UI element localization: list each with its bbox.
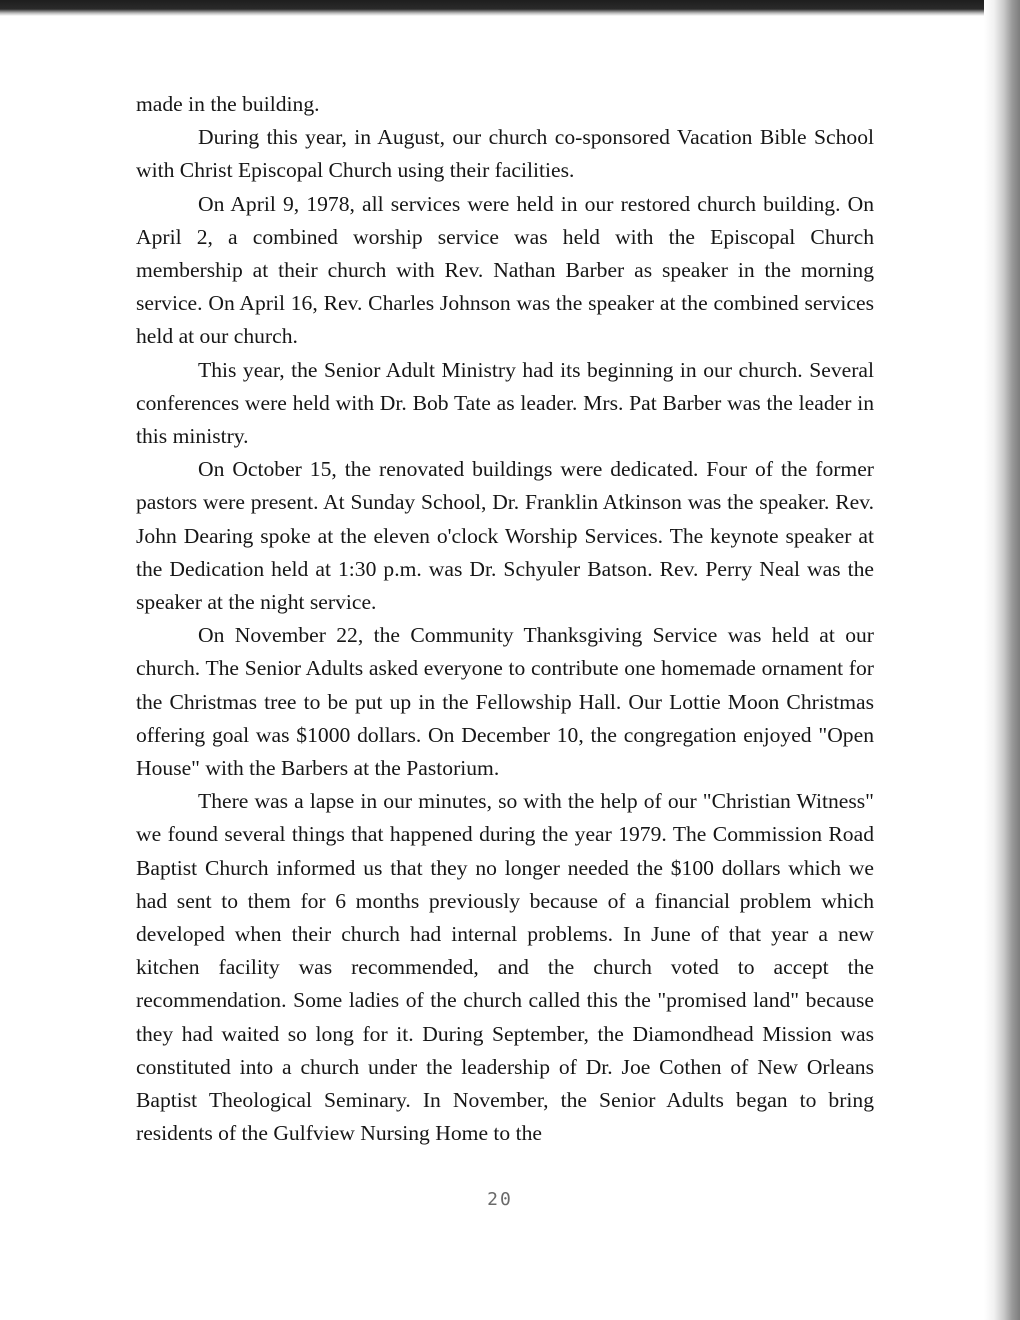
page-number: 20 — [487, 1189, 513, 1210]
scan-top-edge — [0, 0, 1020, 16]
paragraph-thanksgiving-service: On November 22, the Community Thanksgiving Service was held at our church. The Senior Adults asked everyone to contribute one homemade ornament for the Christmas tree to be put up in the Fellowship Hall. Our Lottie Moon Christmas offering goal was $1000 dollars. On December 10, the congregation enjoyed "Open House" with the Barbers at the Pastorium. — [136, 623, 874, 781]
paragraph-continued: made in the building. — [136, 92, 320, 116]
paragraph-restored-building-services: On April 9, 1978, all services were held in our restored church building. On April 2, a combined worship service was held with the Episcopal Church membership at their church with Rev. Nathan Barber as speaker in the morning service. On April 16, Rev. Charles Johnson was the speaker at the combined services held at our church. — [136, 191, 874, 349]
paragraph-dedication: On October 15, the renovated buildings were dedicated. Four of the former pastors were present. At Sunday School, Dr. Franklin Atkinson was the speaker. Rev. John Dearing spoke at the eleven o'clock Worship Services. The keynote speaker at the Dedication held at 1:30 p.m. was Dr. Schyuler Batson. Rev. Perry Neal was the speaker at the night service. — [136, 457, 874, 615]
scan-right-edge — [984, 0, 1020, 1320]
paragraph-vacation-bible-school: During this year, in August, our church co-sponsored Vacation Bible School with Christ Episcopal Church using their facilities. — [136, 125, 874, 183]
paragraph-senior-adult-ministry: This year, the Senior Adult Ministry had its beginning in our church. Several conferences were held with Dr. Bob Tate as leader. Mrs. Pat Barber was the leader in this ministry. — [136, 357, 874, 449]
paragraph-1979-events: There was a lapse in our minutes, so with the help of our "Christian Witness" we found several things that happened during the year 1979. The Commission Road Baptist Church informed us that they no longer needed the $100 dollars which we had sent to them for 6 months previously because of a financial problem which developed when their church had internal problems. In June of that year a new kitchen facility was recommended, and the church voted to accept the recommendation. Some ladies of the church called this the "promised land" because they had waited so long for it. During September, the Diamondhead Mission was constituted into a church under the leadership of Dr. Joe Cothen of New Orleans Baptist Theological Seminary. In November, the Senior Adults began to bring residents of the Gulfview Nursing Home to the — [136, 789, 874, 1146]
page-body — [136, 88, 874, 1151]
